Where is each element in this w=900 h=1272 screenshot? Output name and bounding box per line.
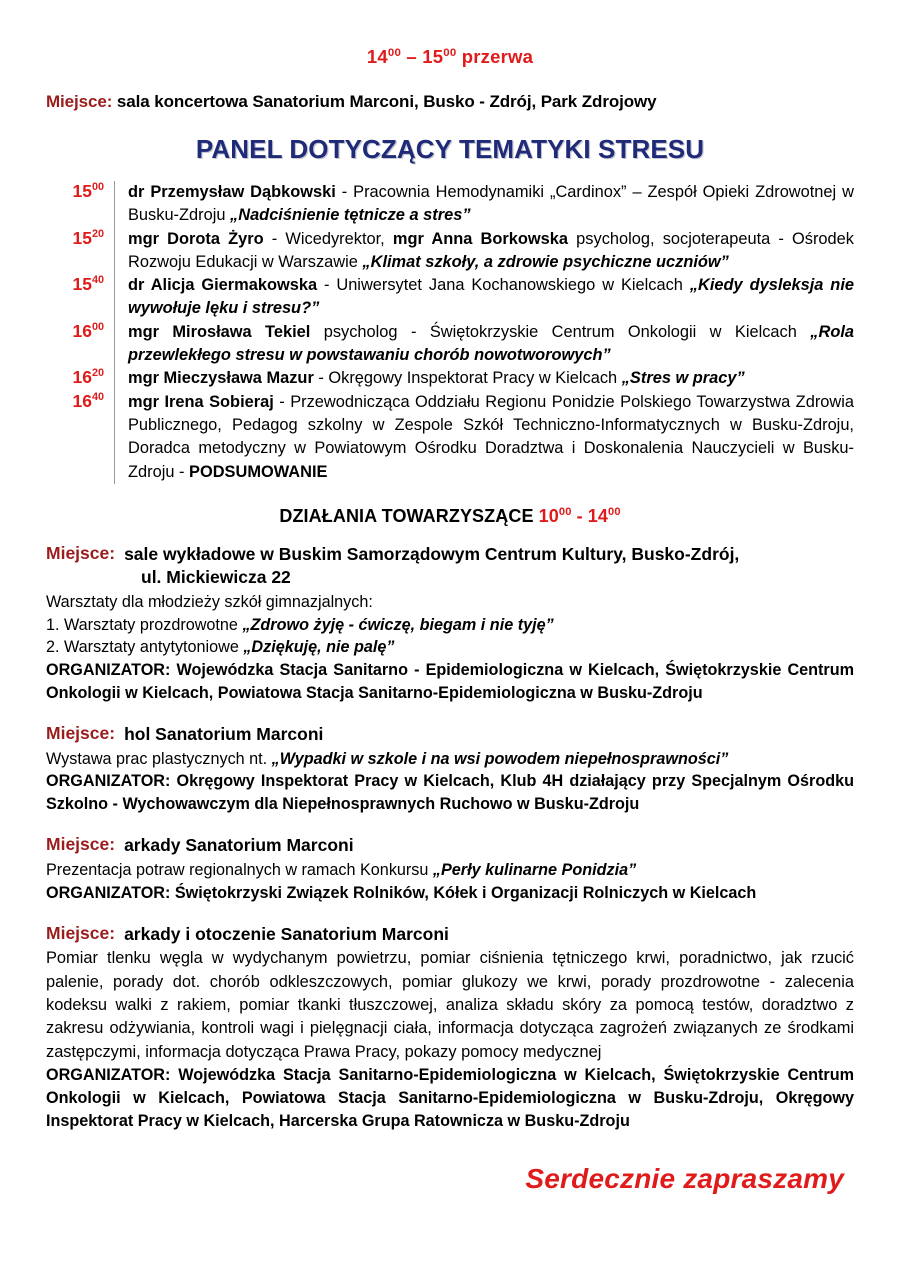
schedule-row <box>46 228 854 275</box>
schedule-hour: 16 <box>72 367 92 388</box>
schedule-hour: 16 <box>72 390 92 411</box>
schedule-divider <box>114 321 115 368</box>
break-dash: – <box>401 46 423 67</box>
lecture-title: „Klimat szkoły, a zdrowie psychiczne uczniów” <box>362 252 729 271</box>
speaker-desc: psycholog - Świętokrzyskie Centrum Onkologii w Kielcach <box>310 322 811 341</box>
schedule-minute: 20 <box>91 227 104 240</box>
venue-body-text: 1. Warsztaty prozdrowotne <box>46 615 243 634</box>
venue-body <box>46 748 854 771</box>
schedule-divider <box>114 181 115 228</box>
accompanying-from-min: 00 <box>558 505 572 518</box>
panel-heading: PANEL DOTYCZĄCY TEMATYKI STRESU <box>195 134 705 164</box>
schedule-row <box>46 274 854 321</box>
exhibition-title: „Wypadki w szkole i na wsi powodem niepełnosprawności” <box>271 749 729 768</box>
venue-block <box>46 723 854 816</box>
speaker-name: mgr Dorota Żyro <box>128 229 264 248</box>
schedule-divider <box>114 391 115 484</box>
schedule-time <box>46 274 114 295</box>
venue-body-line <box>46 859 854 882</box>
venue-label: Miejsce: <box>46 922 116 943</box>
place-top-value: sala koncertowa Sanatorium Marconi, Busko - Zdrój, Park Zdrojowy <box>112 92 657 111</box>
venue-label: Miejsce: <box>46 834 116 855</box>
speaker-desc-2: psycholog, socjoterapeuta - Ośrodek Rozwoju Edukacji w Warszawie <box>128 229 854 271</box>
venue-heading <box>46 923 854 947</box>
venue-body-text: Prezentacja potraw regionalnych w ramach Konkursu <box>46 861 433 880</box>
place-top-label: Miejsce: <box>46 92 113 111</box>
schedule-hour: 15 <box>72 181 92 201</box>
schedule-entry-text <box>128 391 854 484</box>
lecture-title: „Stres w pracy” <box>621 369 745 388</box>
venue-body-text: Wystawa prac plastycznych nt. <box>46 749 272 768</box>
schedule-time <box>46 391 114 412</box>
venue-body-text: Warsztaty dla młodzieży szkół gimnazjalnych: <box>46 593 373 612</box>
venue-block <box>46 834 854 904</box>
venue-body <box>46 859 854 882</box>
schedule-entry-text <box>128 181 854 228</box>
schedule-divider <box>114 274 115 321</box>
venue-paragraph: Pomiar tlenku węgla w wydychanym powietrzu, pomiar ciśnienia tętniczego krwi, poradnictwo, jak rzucić palenie, porady dot. chorób odkleszczowych, pomiar glukozy we krwi, porady prozdrowotne - zalecenia kodeksu walki z rakiem, pomiar tkanki tłuszczowej, analiza składu skóry za pomocą testów, doradztwo z zakresu odżywiania, kontroli wagi i pielęgnacji ciała, informacja dotycząca zagrożeń związanych ze środkami zastępczymi, informacja dotycząca Prawa Pracy, pokazy pomocy medycznej <box>46 949 854 1061</box>
speaker-desc: - Okręgowy Inspektorat Pracy w Kielcach <box>313 369 622 388</box>
break-from-hour: 14 <box>366 46 388 67</box>
speaker-name: dr Alicja Giermakowska <box>128 276 318 295</box>
venue-block <box>46 923 854 1133</box>
venue-value: sale wykładowe w Buskim Samorządowym Centrum Kultury, Busko-Zdrój, <box>124 543 740 564</box>
schedule-minute: 20 <box>91 367 104 380</box>
break-time-line <box>46 46 854 68</box>
schedule-divider <box>114 367 115 390</box>
schedule-minute: 40 <box>91 390 104 403</box>
organizer-line: ORGANIZATOR: Wojewódzka Stacja Sanitarno - Epidemiologiczna w Kielcach, Świętokrzyskie Centrum Onkologii w Kielcach, Powiatowa Stacja Sanitarno-Epidemiologiczna w Busku-Zdroju <box>46 661 854 703</box>
schedule-minute: 00 <box>91 181 104 194</box>
schedule-row <box>46 391 854 484</box>
schedule-row <box>46 367 854 390</box>
speaker-name: mgr Mieczysława Mazur <box>128 369 314 388</box>
lecture-title: „Nadciśnienie tętnicze a stres” <box>230 206 471 225</box>
closing-invitation: Serdecznie zapraszamy <box>525 1162 844 1194</box>
summary-label: PODSUMOWANIE <box>189 462 328 481</box>
venue-value: arkady Sanatorium Marconi <box>124 835 354 856</box>
lecture-title: „Rola przewlekłego stresu w powstawaniu chorób nowotworowych” <box>128 322 854 365</box>
venue-heading <box>46 723 854 747</box>
break-label: przerwa <box>456 46 534 67</box>
schedule-entry-text <box>128 367 854 390</box>
schedule-time <box>46 228 114 249</box>
schedule-time <box>46 321 114 342</box>
speaker-desc: - Przewodnicząca Oddziału Regionu Ponidzie Polskiego Towarzystwa Zdrowia Publicznego, Pedagog szkolny w Zespole Szkół Techniczno-Informatycznych w Busku-Zdroju, Doradca metodyczny w Powiatowym Ośrodku Doradztwa i Doskonalenia Nauczycieli w Busku-Zdroju - <box>128 392 854 481</box>
venue-value: arkady i otoczenie Sanatorium Marconi <box>124 923 449 944</box>
venue-label: Miejsce: <box>46 723 116 744</box>
venue-body-line <box>46 748 854 771</box>
schedule-entry-text <box>128 228 854 275</box>
schedule-row <box>46 321 854 368</box>
accompanying-to-hour: 14 <box>587 505 609 526</box>
schedule-time <box>46 367 114 388</box>
schedule-minute: 00 <box>91 320 104 333</box>
schedule-minute: 40 <box>91 274 104 287</box>
venue-block <box>46 543 854 705</box>
schedule-time <box>46 181 114 202</box>
break-to-min: 00 <box>443 46 457 59</box>
accompanying-to-min: 00 <box>608 505 621 518</box>
schedule-hour: 15 <box>72 227 92 248</box>
schedule-hour: 15 <box>72 274 92 295</box>
schedule-list <box>46 181 854 484</box>
speaker-name-2: mgr Anna Borkowska <box>392 229 569 248</box>
schedule-entry-text <box>128 274 854 321</box>
organizer-line: ORGANIZATOR: Wojewódzka Stacja Sanitarno-Epidemiologiczna w Kielcach, Świętokrzyskie Centrum Onkologii w Kielcach, Powiatowa Stacja Sanitarno-Epidemiologiczna w Busku-Zdroju, Okręgowy Inspektorat Pracy w Kielcach, Harcerska Grupa Ratownicza w Busku-Zdroju <box>46 1065 854 1130</box>
venue-body-line <box>46 614 854 637</box>
venue-value-line2: ul. Mickiewicza 22 <box>141 567 291 588</box>
schedule-row <box>46 181 854 228</box>
break-to-hour: 15 <box>422 46 444 67</box>
speaker-name: mgr Irena Sobieraj <box>128 392 274 411</box>
break-from-min: 00 <box>387 46 402 59</box>
workshop-title: „Zdrowo żyję - ćwiczę, biegam i nie tyję” <box>242 615 554 634</box>
place-top-line <box>46 92 854 112</box>
accompanying-dash: - <box>571 505 588 526</box>
contest-title: „Perły kulinarne Ponidzia” <box>432 861 637 880</box>
speaker-desc: - Wicedyrektor, <box>263 229 393 248</box>
schedule-hour: 16 <box>72 320 92 341</box>
speaker-desc: - Pracownia Hemodynamiki „Cardinox” – Zespół Opieki Zdrowotnej w Busku-Zdroju <box>128 183 854 225</box>
venue-label: Miejsce: <box>46 542 116 563</box>
accompanying-label: DZIAŁANIA TOWARZYSZĄCE <box>279 505 539 526</box>
organizer-line: ORGANIZATOR: Okręgowy Inspektorat Pracy w Kielcach, Klub 4H działający przy Specjalnym Ośrodku Szkolno - Wychowawczym dla Niepełnosprawnych Ruchowo w Busku-Zdroju <box>46 772 854 814</box>
accompanying-from-hour: 10 <box>538 505 559 526</box>
speaker-name: mgr Mirosława Tekiel <box>128 322 311 341</box>
venue-heading <box>46 543 854 567</box>
schedule-divider <box>114 228 115 275</box>
venue-value: hol Sanatorium Marconi <box>124 724 324 745</box>
venue-body-line <box>46 636 854 659</box>
speaker-name: dr Przemysław Dąbkowski <box>128 183 336 201</box>
venue-body <box>46 591 854 659</box>
venue-body-line <box>46 591 854 614</box>
speaker-desc: - Uniwersytet Jana Kochanowskiego w Kielcach <box>317 276 690 295</box>
venue-heading <box>46 834 854 858</box>
workshop-title: „Dziękuję, nie palę” <box>243 638 395 657</box>
accompanying-heading <box>46 506 854 527</box>
organizer-line: ORGANIZATOR: Świętokrzyski Związek Rolników, Kółek i Organizacji Rolniczych w Kielcach <box>46 883 757 902</box>
schedule-entry-text <box>128 321 854 368</box>
venue-body-text: 2. Warsztaty antytytoniowe <box>46 638 244 657</box>
lecture-title: „Kiedy dysleksja nie wywołuje lęku i stresu?” <box>128 276 854 318</box>
